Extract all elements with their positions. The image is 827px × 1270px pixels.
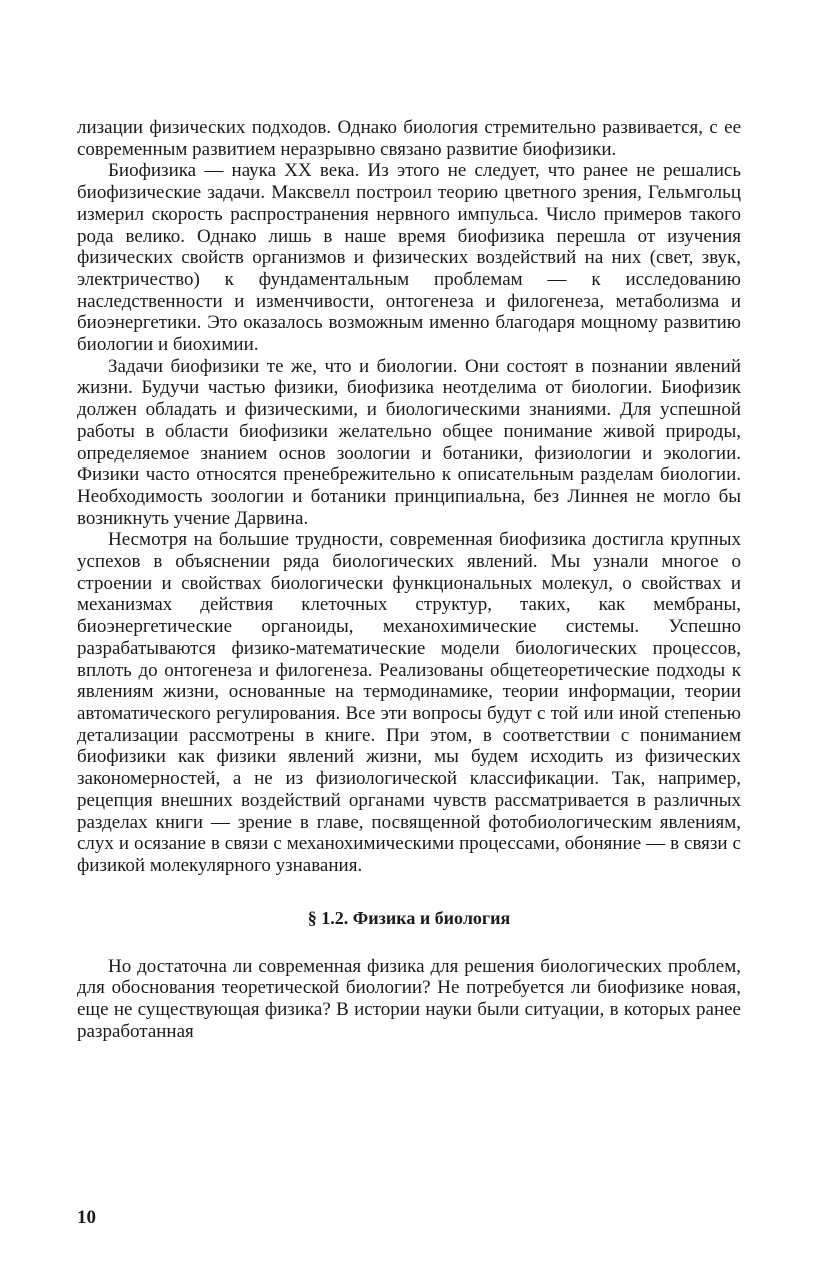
page-body xyxy=(77,117,741,1042)
paragraph-1: лизации физических подходов. Однако биология стремительно развивается, с ее современным развитием неразрывно связано развитие биофизики. xyxy=(77,117,741,160)
section-heading: § 1.2. Физика и биология xyxy=(307,907,511,928)
paragraph-2: Биофизика — наука XX века. Из этого не следует, что ранее не решались биофизические задачи. Максвелл построил теорию цветного зрения, Гельмгольц измерил скорость распространения нервного импульса. Число примеров такого рода велико. Однако лишь в наше время биофизика перешла от изучения физических свойств организмов и физических воздействий на них (свет, звук, электричество) к фундаментальным проблемам — к исследованию наследственности и изменчивости, онтогенеза и филогенеза, метаболизма и биоэнергетики. Это оказалось возможным именно благодаря мощному развитию биологии и биохимии. xyxy=(77,160,741,356)
page-number: 10 xyxy=(77,1207,96,1228)
paragraph-3: Задачи биофизики те же, что и биологии. Они состоят в познании явлений жизни. Будучи частью физики, биофизика неотделима от биологии. Биофизик должен обладать и физическими, и биологическими знаниями. Для успешной работы в области биофизики желательно общее понимание живой природы, определяемое знанием основ зоологии и ботаники, физиологии и экологии. Физики часто относятся пренебрежительно к описательным разделам биологии. Необходимость зоологии и ботаники принципиальна, без Линнея не могло бы возникнуть учение Дарвина. xyxy=(77,355,741,529)
paragraph-5: Но достаточна ли современная физика для решения биологических проблем, для обоснования теоретической биологии? Не потребуется ли биофизике новая, еще не существующая физика? В истории науки были ситуации, в которых ранее разработанная xyxy=(77,955,741,1042)
paragraph-4: Несмотря на большие трудности, современная биофизика достигла крупных успехов в объяснении ряда биологических явлений. Мы узнали многое о строении и свойствах биологически функциональных молекул, о свойствах и механизмах действия клеточных структур, таких, как мембраны, биоэнергетические органоиды, механохимические системы. Успешно разрабатываются физико-математические модели биологических процессов, вплоть до онтогенеза и филогенеза. Реализованы общетеоретические подходы к явлениям жизни, основанные на термодинамике, теории информации, теории автоматического регулирования. Все эти вопросы будут с той или иной степенью детализации рассмотрены в книге. При этом, в соответствии с пониманием биофизики как физики явлений жизни, мы будем исходить из физических закономерностей, а не из физиологической классификации. Так, например, рецепция внешних воздействий органами чувств рассматривается в различных разделах книги — зрение в главе, посвященной фотобиологическим явлениям, слух и осязание в связи с механохимическими процессами, обоняние — в связи с физикой молекулярного узнавания. xyxy=(77,529,741,876)
